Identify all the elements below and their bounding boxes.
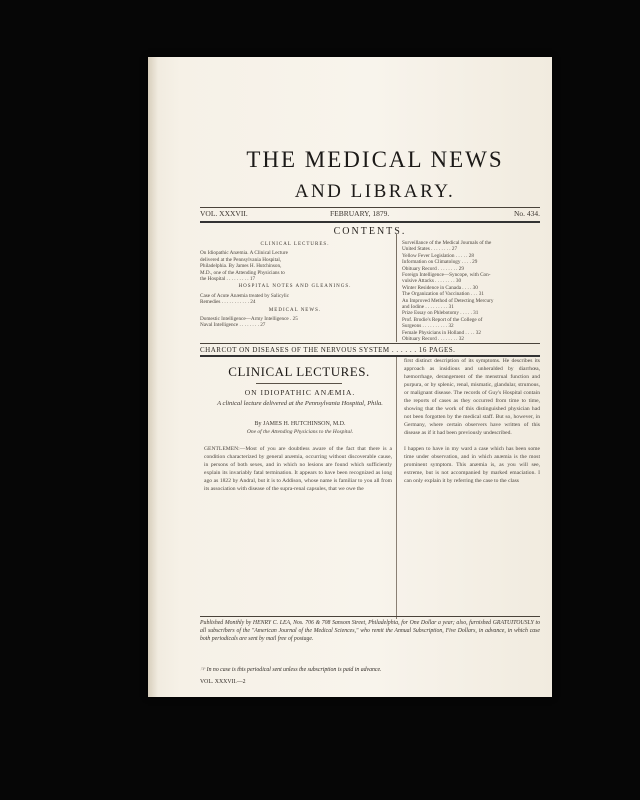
contents-section-heading: CLINICAL LECTURES. (260, 242, 330, 247)
contents-entry: Remedies . . . . . . . . . . . 24 (200, 299, 256, 306)
subscription-warning: ☞ In no case is this periodical sent unless the subscription is paid in advance. (200, 667, 382, 673)
contents-heading: CONTENTS. (333, 226, 407, 237)
contents-section-heading: HOSPITAL NOTES AND GLEANINGS. (238, 284, 352, 290)
masthead-subtitle: AND LIBRARY. (294, 181, 456, 202)
contents-entry: Obituary Record . . . . . . . . 32 (402, 336, 464, 343)
contents-left-column (200, 240, 390, 329)
contents-entry: Philadelphia. By James H. Hutchinson, (200, 263, 282, 270)
contents-entry: Case of Acute Anæmia treated by Salicylic (200, 292, 290, 299)
contents-entry: An Improved Method of Detecting Mercury (402, 297, 494, 304)
publisher-notice: Published Monthly by HENRY C. LEA, Nos. 706 & 708 Sansom Street, Philadelphia, for One Dollar a year; also, furnished GRATUITOUSLY to all subscribers of the "American Journal of the Medical Sciences," who remit the Annual Subscription, Five Dollars, in advance, in which case both periodicals are sent by mail free of postage. (200, 620, 540, 642)
contents-entry: Yellow Fever Legislation . . . . . 28 (402, 252, 474, 259)
masthead-rule-top (200, 207, 540, 208)
contents-entry: delivered at the Pennsylvania Hospital, (200, 256, 282, 263)
contents-entry: Obituary Record . . . . . . . . 29 (402, 265, 464, 272)
contents-entry: Winter Residence in Canada . . . . 30 (402, 284, 478, 291)
contents-entry: vulsive Attacks . . . . . . . . 30 (402, 278, 462, 285)
article-intro: A clinical lecture delivered at the Pennsylvania Hospital, Phila. (217, 400, 383, 407)
article-subtitle: ON IDIOPATHIC ANÆMIA. (244, 388, 356, 397)
contents-entry: and Iodine . . . . . . . . . 31 (402, 304, 454, 311)
article-affiliation: One of the Attending Physicians to the Hospital. (246, 429, 354, 435)
contents-entry: Surgeons . . . . . . . . . . 32 (402, 323, 454, 330)
contents-entry: Prize Essay on Phlebotomy . . . . . 31 (402, 310, 479, 317)
contents-entry: On Idiopathic Anæmia. A Clinical Lecture (200, 250, 288, 257)
contents-entry: Prof. Brodie's Report of the College of (402, 316, 483, 323)
issue-volume: VOL. XXXVII. (200, 209, 248, 218)
contents-entry: Foreign Intelligence—Syncope, with Con- (402, 272, 491, 279)
masthead-rule-bottom (200, 221, 540, 223)
section-title: CLINICAL LECTURES. (228, 364, 370, 379)
contents-column-divider (396, 234, 397, 342)
page-footer: VOL. XXXVII.—2 (200, 679, 246, 685)
contents-section-heading: MEDICAL NEWS. (268, 307, 322, 313)
masthead-title: THE MEDICAL NEWS (246, 147, 504, 172)
contents-entry: the Hospital . . . . . . . . . 17 (200, 276, 256, 283)
article-byline: By JAMES H. HUTCHINSON, M.D. (254, 421, 346, 427)
contents-entry: Information on Climatology . . . . 29 (402, 259, 478, 266)
article-body-right: first distinct description of its symptoms. He describes its approach as insidious and unheralded by diarrhœa, hæmorrhage, derangement of the menstrual function and purpura, or by splenic, renal, mismatic, glandular, strumous, or malignant disease. The records of Guy's Hospital contain the reports of cases as they occurred from time to time, showing that the work of this distinguished physician had not been forgotten by the medical staff. But so, however, in Germany, where certain observers have written of this disease as if it had been previously undescribed. I happen to have in my ward a case which has been some time under observation, and in which anæmia is the most prominent symptom. This anæmia is, as you will see, extreme, but is not accompanied by marked emaciation. I can only explain it by referring the case to the class (404, 358, 540, 484)
contents-entry: M.D., one of the Attending Physicians to (200, 269, 285, 276)
contents-entry: Female Physicians in Holland . . . . 32 (402, 329, 481, 336)
contents-entry: United States . . . . . . . . 27 (402, 246, 458, 253)
banner-rule-top (200, 343, 540, 344)
publisher-rule (200, 616, 540, 617)
contents-entry: The Organization of Vaccination . . . 31 (402, 291, 484, 298)
contents-banner: CHARCOT ON DISEASES OF THE NERVOUS SYSTEM . . . . . . 16 PAGES. (200, 346, 456, 354)
contents-entry: Naval Intelligence . . . . . . . . 27 (200, 322, 266, 329)
issue-number: No. 434. (513, 209, 540, 218)
contents-right-column (402, 240, 540, 343)
section-title-rule (256, 383, 342, 384)
article-column-divider (396, 357, 397, 619)
newspaper-page (148, 57, 552, 697)
issue-date: FEBRUARY, 1879. (330, 209, 390, 218)
article-body-left: GENTLEMEN:—Most of you are doubtless aware of the fact that there is a condition characterized by general anæmia, occurring without discoverable cause, in persons of both sexes, and in which no lesions are found which sufficiently explain its invariably fatal termination. It appears to have been recognized as long ago as 1822 by Andral, but it is to Addison, whose name is familiar to you all from its association with disease of the supra-renal capsules, that we owe the (204, 446, 392, 492)
contents-entry: Domestic Intelligence—Army Intelligence . 25 (200, 316, 298, 323)
contents-entry: Surveillance of the Medical Journals of the (402, 240, 492, 246)
